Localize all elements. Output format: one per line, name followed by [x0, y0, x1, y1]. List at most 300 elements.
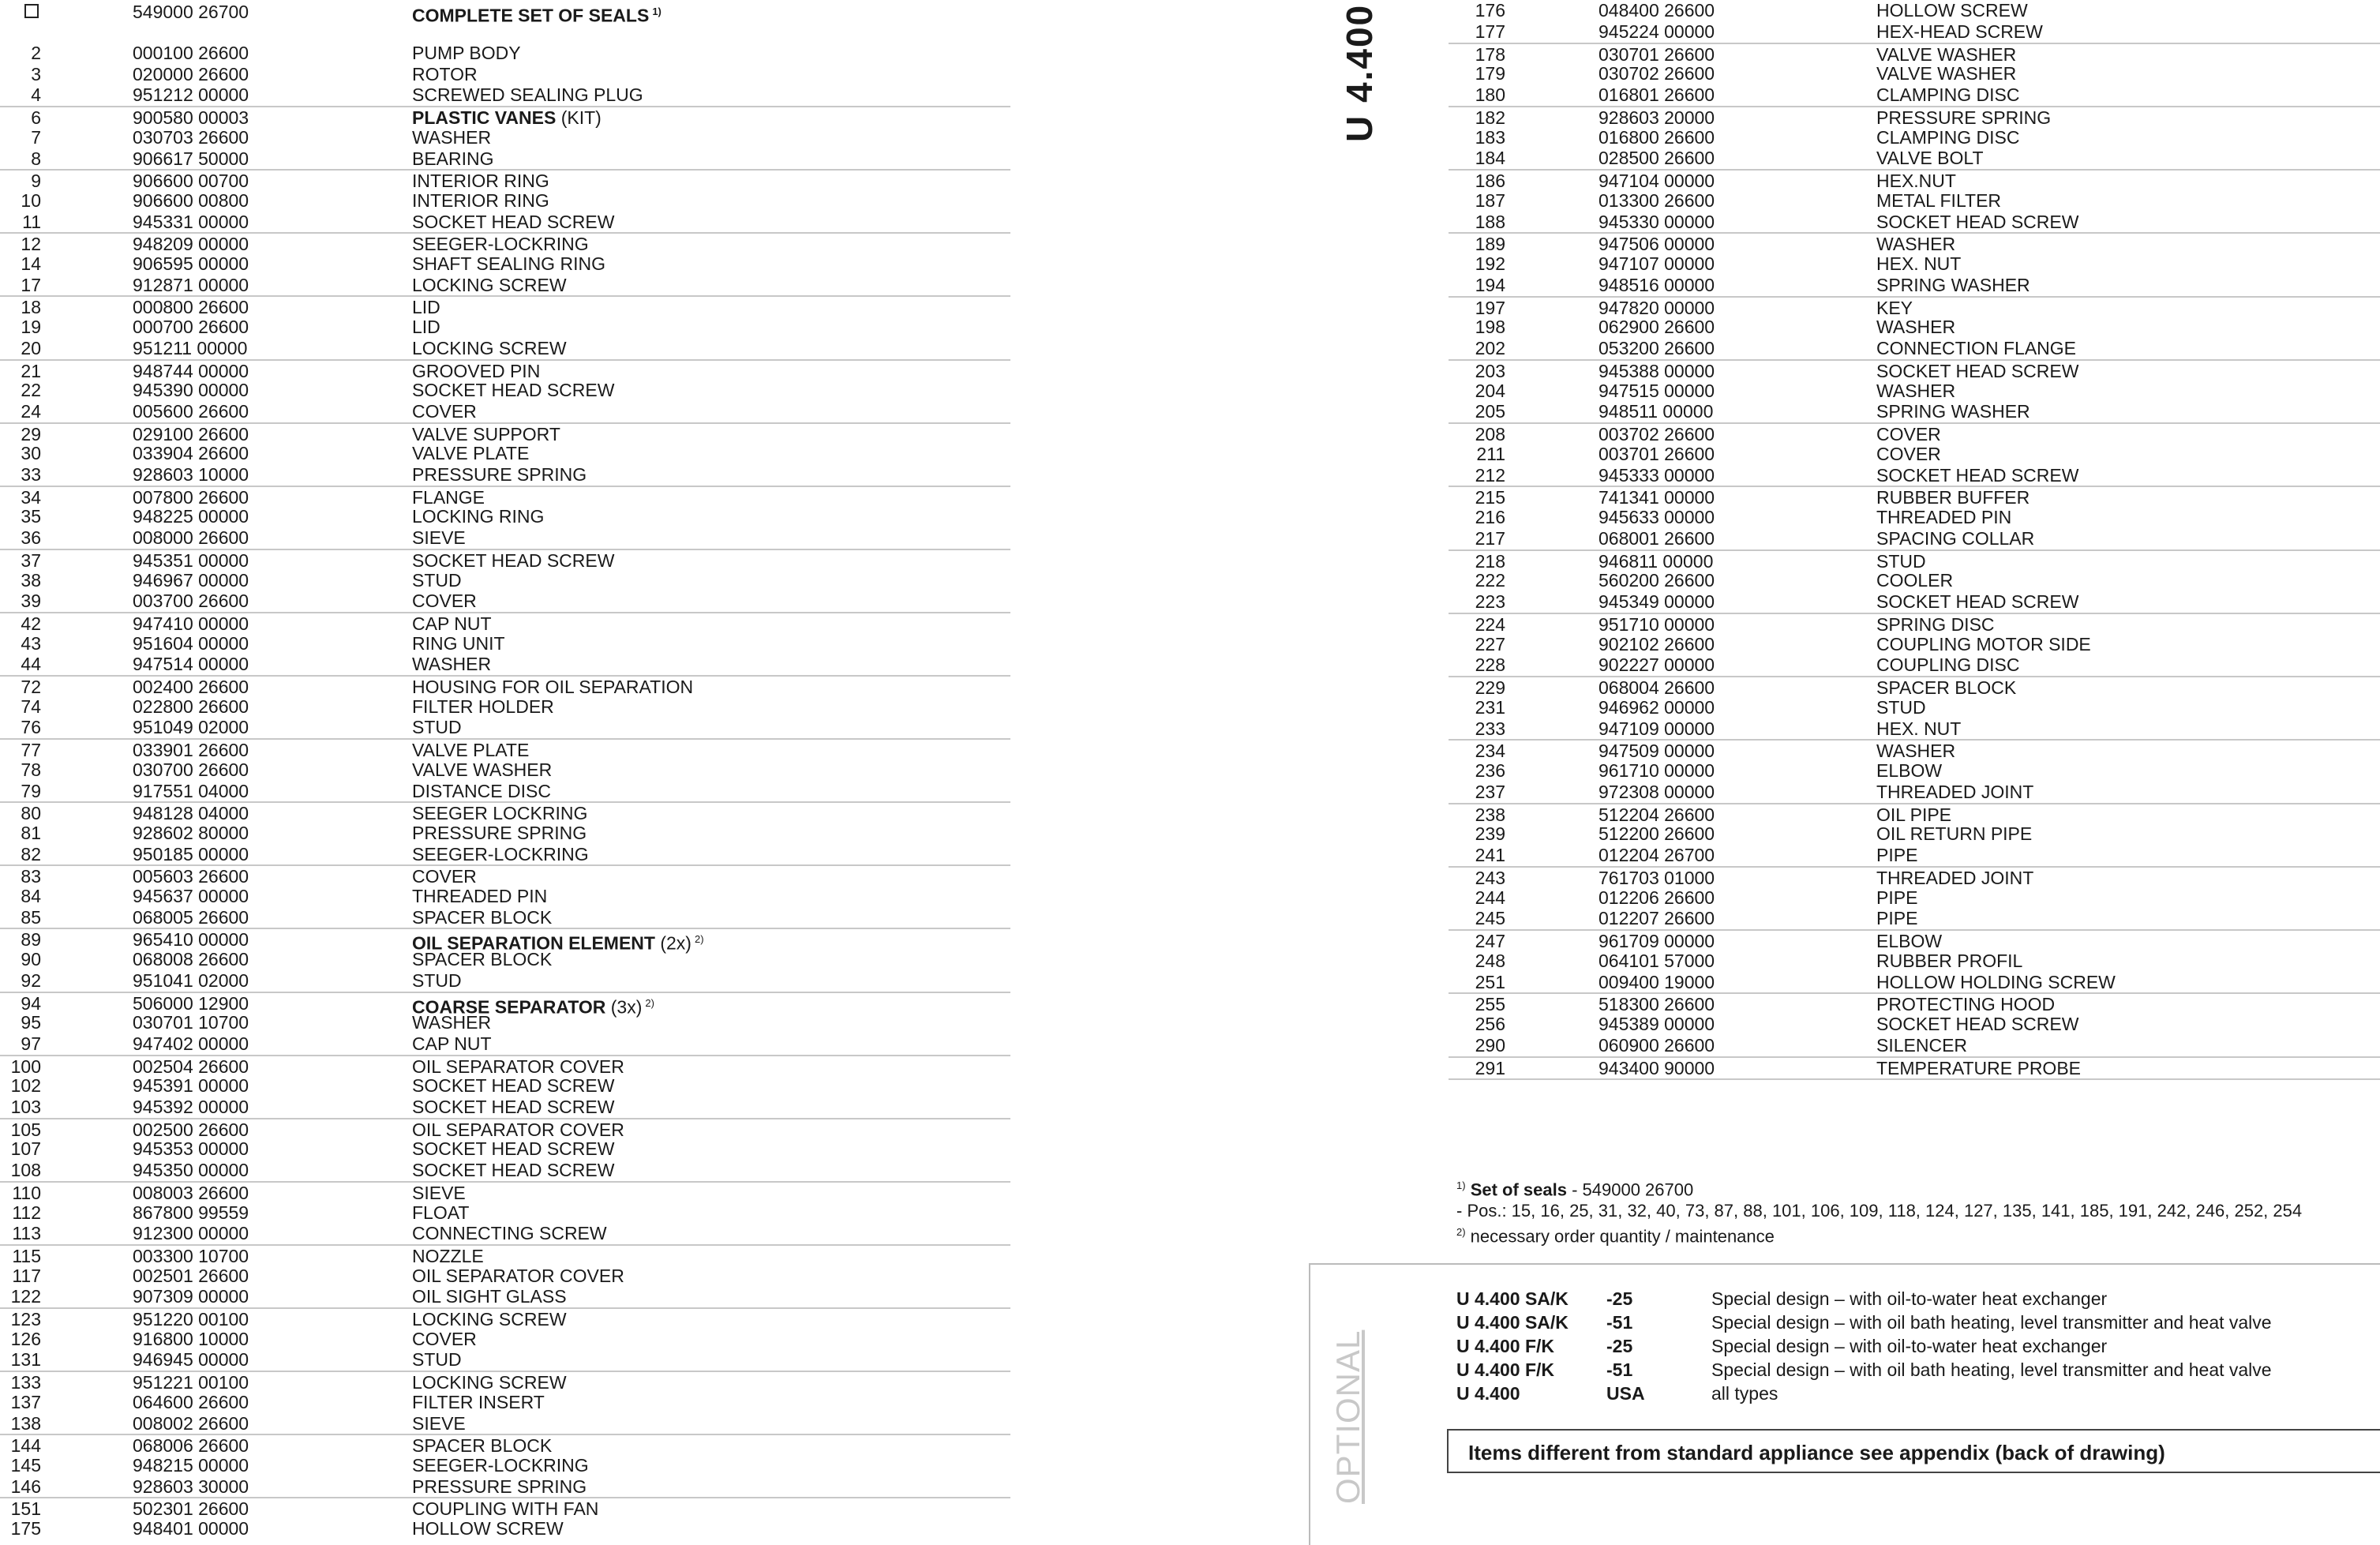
part-number: 945224 00000 — [1599, 21, 1715, 42]
part-row — [0, 1497, 1010, 1520]
part-row — [1449, 866, 2380, 889]
part-position: 97 — [21, 1033, 41, 1054]
part-description: SPRING WASHER — [1876, 274, 2030, 295]
part-row — [0, 1371, 1010, 1393]
part-position: 78 — [21, 759, 41, 780]
part-position: 126 — [10, 1328, 41, 1349]
part-description: LOCKING SCREW — [412, 274, 567, 295]
part-row — [0, 380, 1010, 401]
part-description: OIL RETURN PIPE — [1876, 823, 2033, 845]
part-row — [0, 1307, 1010, 1330]
part-position: 247 — [1475, 931, 1505, 951]
part-number: 917551 04000 — [133, 780, 249, 801]
part-row — [1449, 148, 2380, 169]
part-position: 239 — [1475, 823, 1505, 845]
part-position: 37 — [21, 549, 41, 571]
part-description: SEEGER LOCKRING — [412, 803, 588, 824]
part-row — [0, 127, 1010, 148]
part-position: 187 — [1475, 189, 1505, 211]
variant-description: Special design – with oil-to-water heat exchanger — [1711, 1336, 2108, 1356]
part-description: HOUSING FOR OIL SEPARATION — [412, 677, 694, 697]
part-description: SEEGER-LOCKRING — [412, 234, 589, 255]
part-number: 951212 00000 — [133, 84, 249, 106]
part-row — [1449, 739, 2380, 762]
part-number: 906617 50000 — [133, 148, 249, 169]
part-number: 928602 80000 — [133, 822, 249, 843]
part-position: 20 — [21, 337, 41, 358]
part-position: 202 — [1475, 338, 1505, 358]
part-position: 151 — [10, 1498, 41, 1520]
part-number: 945389 00000 — [1599, 1014, 1715, 1034]
part-row — [0, 1223, 1010, 1244]
part-description: SIEVE — [412, 527, 466, 549]
part-number: 946945 00000 — [133, 1349, 249, 1371]
part-position: 11 — [22, 211, 41, 232]
part-position: 108 — [10, 1160, 41, 1181]
variant-code: -25 — [1606, 1288, 1633, 1309]
variant-description: Special design – with oil bath heating, level transmitter and heat valve — [1711, 1312, 2272, 1333]
part-position: 79 — [21, 780, 41, 801]
part-description: SPACER BLOCK — [1876, 677, 2017, 698]
part-description: OIL SIGHT GLASS — [412, 1286, 567, 1307]
part-number: 062900 26600 — [1599, 317, 1715, 338]
part-position: 137 — [10, 1391, 41, 1412]
part-position: 72 — [21, 677, 41, 697]
part-position: 44 — [21, 654, 41, 675]
part-number: 030701 10700 — [133, 1012, 249, 1033]
part-number: 030703 26600 — [133, 126, 249, 148]
part-description: SHAFT SEALING RING — [412, 253, 605, 274]
part-row — [1449, 1035, 2380, 1056]
part-number: 951604 00000 — [133, 632, 249, 654]
part-row — [0, 169, 1010, 192]
part-row — [0, 1202, 1010, 1224]
part-number: 951221 00100 — [133, 1372, 249, 1393]
part-position: 184 — [1475, 148, 1505, 169]
part-number: 518300 26600 — [1599, 994, 1715, 1015]
part-row — [0, 212, 1010, 233]
part-position: 7 — [31, 126, 41, 148]
part-position: 112 — [12, 1202, 41, 1223]
part-description: DISTANCE DISC — [412, 780, 551, 801]
part-description: STUD — [412, 1349, 462, 1371]
part-position: 216 — [1475, 507, 1505, 527]
part-position: 198 — [1475, 317, 1505, 338]
part-number: 951049 02000 — [133, 717, 249, 738]
part-position: 85 — [21, 906, 41, 928]
part-position: 115 — [12, 1245, 41, 1266]
part-description: BEARING — [412, 148, 494, 169]
part-row — [1449, 972, 2380, 993]
part-description: OIL SEPARATOR COVER — [412, 1119, 624, 1140]
part-position: 177 — [1475, 21, 1505, 42]
part-row — [0, 443, 1010, 464]
part-description: RUBBER PROFIL — [1876, 950, 2023, 971]
part-description: SOCKET HEAD SCREW — [412, 211, 615, 232]
part-description: PRESSURE SPRING — [412, 1476, 587, 1497]
part-number: 965410 00000 — [133, 929, 249, 951]
part-position: 30 — [21, 443, 41, 464]
part-number: 002501 26600 — [133, 1265, 249, 1286]
part-row — [1449, 697, 2380, 718]
part-position: 14 — [21, 253, 41, 274]
part-number: 945391 00000 — [133, 1075, 249, 1097]
part-number: 002400 26600 — [133, 677, 249, 697]
part-description: SOCKET HEAD SCREW — [1876, 360, 2079, 381]
part-description: PRESSURE SPRING — [1876, 107, 2052, 128]
part-row — [0, 717, 1010, 738]
part-description: SOCKET HEAD SCREW — [1876, 591, 2079, 612]
part-row — [1449, 908, 2380, 929]
part-number: 947104 00000 — [1599, 171, 1715, 191]
part-description: LID — [412, 317, 440, 338]
part-number: 948516 00000 — [1599, 274, 1715, 295]
part-number: 002500 26600 — [133, 1119, 249, 1140]
part-row — [0, 1434, 1010, 1457]
part-number: 945353 00000 — [133, 1138, 249, 1160]
part-number: 928603 10000 — [133, 464, 249, 485]
part-position: 217 — [1475, 527, 1505, 549]
part-description: PLASTIC VANES (KIT) — [412, 107, 602, 129]
part-number: 948225 00000 — [133, 506, 249, 527]
part-description: COUPLING WITH FAN — [412, 1498, 599, 1520]
part-description: CONNECTION FLANGE — [1876, 338, 2077, 358]
part-number: 068001 26600 — [1599, 527, 1715, 549]
part-row — [0, 1392, 1010, 1413]
part-description: NOZZLE — [412, 1245, 484, 1266]
part-number: 506000 12900 — [133, 992, 249, 1014]
part-description: SPRING DISC — [1876, 613, 1995, 635]
part-number: 030700 26600 — [133, 759, 249, 780]
part-position: 228 — [1475, 654, 1505, 676]
part-number: 008002 26600 — [133, 1412, 249, 1434]
part-description: SOCKET HEAD SCREW — [1876, 464, 2079, 486]
part-row — [1449, 570, 2380, 591]
part-position: 36 — [21, 527, 41, 549]
part-number: 900580 00003 — [133, 107, 249, 129]
part-row — [0, 1181, 1010, 1204]
part-row — [0, 992, 1010, 1018]
part-position: 231 — [1475, 696, 1505, 718]
part-number: 060900 26600 — [1599, 1034, 1715, 1056]
part-number: 947509 00000 — [1599, 741, 1715, 762]
part-description: HEX. NUT — [1876, 253, 1962, 274]
part-row — [0, 928, 1010, 954]
part-description: OIL PIPE — [1876, 804, 1952, 825]
part-number: 948128 04000 — [133, 803, 249, 824]
part-position: 179 — [1475, 63, 1505, 84]
part-number: 951710 00000 — [1599, 613, 1715, 635]
part-row — [0, 864, 1010, 887]
part-description: COARSE SEPARATOR (3x) $^{2)}$ — [412, 996, 654, 1018]
part-description: LID — [412, 297, 440, 318]
part-description: SOCKET HEAD SCREW — [1876, 1014, 2079, 1034]
part-description: VALVE PLATE — [412, 740, 530, 761]
part-position: 43 — [21, 632, 41, 654]
part-row — [1449, 296, 2380, 319]
part-number: 012206 26600 — [1599, 887, 1715, 908]
variant-description: all types — [1711, 1383, 1778, 1404]
part-description: COUPLING DISC — [1876, 654, 2020, 676]
part-position: 244 — [1475, 887, 1505, 908]
part-row — [0, 1455, 1010, 1476]
part-number: 945633 00000 — [1599, 507, 1715, 527]
part-position: 192 — [1475, 253, 1505, 274]
part-row — [1449, 760, 2380, 782]
part-number: 012207 26600 — [1599, 908, 1715, 929]
part-row — [0, 43, 1010, 64]
part-row — [0, 359, 1010, 382]
part-position: 92 — [21, 969, 41, 991]
part-number: 945330 00000 — [1599, 211, 1715, 232]
part-number: 916800 10000 — [133, 1328, 249, 1349]
part-row — [0, 823, 1010, 844]
part-description: COVER — [1876, 424, 1941, 444]
part-position: 110 — [12, 1182, 41, 1203]
part-number: 068004 26600 — [1599, 677, 1715, 698]
part-row — [1449, 359, 2380, 382]
part-row — [0, 591, 1010, 612]
part-row — [1449, 887, 2380, 909]
part-position: 234 — [1475, 741, 1505, 762]
part-description: WASHER — [412, 654, 492, 675]
part-row — [1449, 613, 2380, 636]
part-number: 947402 00000 — [133, 1033, 249, 1054]
part-description: INTERIOR RING — [412, 171, 549, 192]
part-number: 948511 00000 — [1599, 401, 1714, 422]
part-row — [0, 190, 1010, 212]
part-number: 947515 00000 — [1599, 380, 1715, 401]
part-description: CONNECTING SCREW — [412, 1223, 607, 1244]
part-row — [0, 464, 1010, 486]
part-number: 068006 26600 — [133, 1435, 249, 1457]
part-description: PRESSURE SPRING — [412, 464, 587, 485]
part-position: 138 — [10, 1412, 41, 1434]
part-position: 291 — [1475, 1057, 1505, 1078]
part-position: 223 — [1475, 591, 1505, 612]
part-row — [0, 317, 1010, 338]
part-row — [0, 886, 1010, 907]
part-description: SOCKET HEAD SCREW — [412, 549, 615, 571]
part-description: SIEVE — [412, 1182, 466, 1203]
part-description: ROTOR — [412, 63, 478, 84]
part-row — [0, 654, 1010, 675]
part-number: 951211 00000 — [133, 337, 248, 358]
part-row — [1449, 992, 2380, 1015]
part-position: 211 — [1476, 443, 1505, 464]
part-row — [1449, 549, 2380, 572]
part-number: 906595 00000 — [133, 253, 249, 274]
part-number: 947514 00000 — [133, 654, 249, 675]
part-position: 102 — [10, 1075, 41, 1097]
part-row — [1449, 444, 2380, 465]
part-number: 945350 00000 — [133, 1160, 249, 1181]
part-row — [1449, 654, 2380, 676]
part-position: 3 — [31, 63, 41, 84]
variant-model: U 4.400 SA/K — [1456, 1312, 1569, 1333]
part-position: 113 — [12, 1223, 41, 1244]
part-description: OIL SEPARATOR COVER — [412, 1265, 624, 1286]
part-number: 948401 00000 — [133, 1518, 249, 1539]
part-position: 80 — [21, 803, 41, 824]
part-row — [0, 1329, 1010, 1350]
part-row — [0, 738, 1010, 761]
part-position: 22 — [21, 380, 41, 401]
part-row — [0, 84, 1010, 106]
part-position: 103 — [10, 1097, 41, 1117]
part-row — [0, 1476, 1010, 1498]
part-position: 90 — [21, 949, 41, 970]
part-row — [0, 781, 1010, 802]
part-description: SEEGER-LOCKRING — [412, 843, 589, 864]
part-description: WASHER — [412, 1012, 492, 1033]
part-number: 064600 26600 — [133, 1391, 249, 1412]
part-number: 945392 00000 — [133, 1097, 249, 1117]
part-description: WASHER — [1876, 380, 1956, 401]
part-number: 928603 20000 — [1599, 107, 1715, 128]
part-position: 38 — [21, 569, 41, 591]
part-number: 005603 26600 — [133, 866, 249, 887]
part-description: VALVE BOLT — [1876, 148, 1984, 169]
part-position: 256 — [1475, 1014, 1505, 1034]
part-row — [1449, 212, 2380, 233]
part-row — [1449, 803, 2380, 826]
part-row — [0, 295, 1010, 318]
part-position: 2 — [31, 43, 41, 63]
part-description: WASHER — [412, 126, 492, 148]
part-position: 224 — [1475, 613, 1505, 635]
part-number: 907309 00000 — [133, 1286, 249, 1307]
part-description: COVER — [412, 591, 477, 612]
part-row — [1449, 169, 2380, 192]
part-number: 033901 26600 — [133, 740, 249, 761]
part-description: LOCKING SCREW — [412, 1372, 567, 1393]
part-position: 145 — [10, 1454, 41, 1476]
part-position: 176 — [1475, 0, 1505, 21]
part-position: 123 — [10, 1309, 41, 1329]
part-row — [0, 1055, 1010, 1078]
part-position: 238 — [1475, 804, 1505, 825]
part-number: 048400 26600 — [1599, 0, 1715, 21]
part-description: VALVE WASHER — [1876, 63, 2017, 84]
part-position: 245 — [1475, 908, 1505, 929]
part-row — [0, 1012, 1010, 1033]
part-number: 028500 26600 — [1599, 148, 1715, 169]
part-row — [1449, 465, 2380, 486]
part-row — [0, 486, 1010, 508]
part-description: SILENCER — [1876, 1034, 1968, 1056]
part-row — [0, 106, 1010, 129]
variant-model: U 4.400 SA/K — [1456, 1288, 1569, 1309]
part-position: 186 — [1475, 171, 1505, 191]
part-position: 39 — [21, 591, 41, 612]
part-row — [0, 970, 1010, 992]
part-row — [1449, 317, 2380, 338]
part-description: RUBBER BUFFER — [1876, 487, 2030, 508]
part-row — [0, 1518, 1010, 1539]
part-position: 237 — [1475, 781, 1505, 802]
part-description: KEY — [1876, 297, 1913, 318]
part-description: FILTER HOLDER — [412, 696, 554, 717]
part-row — [1449, 63, 2380, 84]
part-description: LOCKING SCREW — [412, 337, 567, 358]
part-row — [0, 801, 1010, 824]
part-row — [0, 232, 1010, 255]
part-row — [0, 675, 1010, 698]
part-number: 912300 00000 — [133, 1223, 249, 1244]
part-number: 946811 00000 — [1599, 550, 1714, 572]
part-number: 002504 26600 — [133, 1056, 249, 1077]
part-row — [0, 422, 1010, 445]
part-description: SPACER BLOCK — [412, 906, 553, 928]
part-description: LOCKING SCREW — [412, 1309, 567, 1329]
part-position: 4 — [31, 84, 41, 106]
part-row — [0, 1413, 1010, 1434]
part-number: 030701 26600 — [1599, 43, 1715, 65]
part-position: 229 — [1475, 677, 1505, 698]
part-number: 000100 26600 — [133, 43, 249, 63]
part-description: ELBOW — [1876, 931, 1943, 951]
part-position: 222 — [1475, 570, 1505, 591]
part-row — [0, 1349, 1010, 1371]
part-position: 74 — [21, 696, 41, 717]
part-number: 947410 00000 — [133, 613, 249, 634]
order-checkbox[interactable] — [24, 4, 39, 18]
part-row — [1449, 253, 2380, 275]
footnote-2: $^{2)}$ necessary order quantity / maintenance — [1456, 1226, 1775, 1247]
part-row — [0, 612, 1010, 635]
part-position: 107 — [10, 1138, 41, 1160]
part-row — [0, 1097, 1010, 1118]
part-description: METAL FILTER — [1876, 189, 2002, 211]
part-number: 946962 00000 — [1599, 696, 1715, 718]
part-description: SPACER BLOCK — [412, 949, 553, 970]
optional-label: OPTIONAL — [1329, 1329, 1366, 1504]
part-number: 951041 02000 — [133, 969, 249, 991]
part-number: 053200 26600 — [1599, 338, 1715, 358]
part-description: COVER — [412, 1328, 477, 1349]
part-position: 194 — [1475, 274, 1505, 295]
part-row — [0, 696, 1010, 718]
part-row — [0, 1033, 1010, 1055]
part-number: 007800 26600 — [133, 486, 249, 508]
part-number: 068005 26600 — [133, 906, 249, 928]
part-row — [1449, 676, 2380, 699]
part-description: THREADED PIN — [412, 886, 548, 906]
part-number: 029100 26600 — [133, 423, 249, 444]
part-description: CAP NUT — [412, 1033, 492, 1054]
appendix-notice: Items different from standard appliance see appendix (back of drawing) — [1447, 1429, 2380, 1473]
part-description: WASHER — [1876, 317, 1956, 338]
part-description: STUD — [1876, 550, 1926, 572]
part-row — [1449, 591, 2380, 613]
part-position: 146 — [10, 1476, 41, 1497]
part-description: HOLLOW SCREW — [1876, 0, 2028, 21]
part-description: PIPE — [1876, 887, 1918, 908]
part-position: 215 — [1475, 487, 1505, 508]
part-row — [0, 1160, 1010, 1181]
part-position: 17 — [21, 274, 41, 295]
part-position: 12 — [21, 234, 41, 255]
part-row — [1449, 507, 2380, 528]
part-row — [0, 549, 1010, 572]
part-position: 197 — [1475, 297, 1505, 318]
part-row — [0, 759, 1010, 781]
part-row — [0, 506, 1010, 527]
part-number: 947109 00000 — [1599, 718, 1715, 739]
variant-model: U 4.400 F/K — [1456, 1336, 1554, 1356]
part-number: 003300 10700 — [133, 1245, 249, 1266]
